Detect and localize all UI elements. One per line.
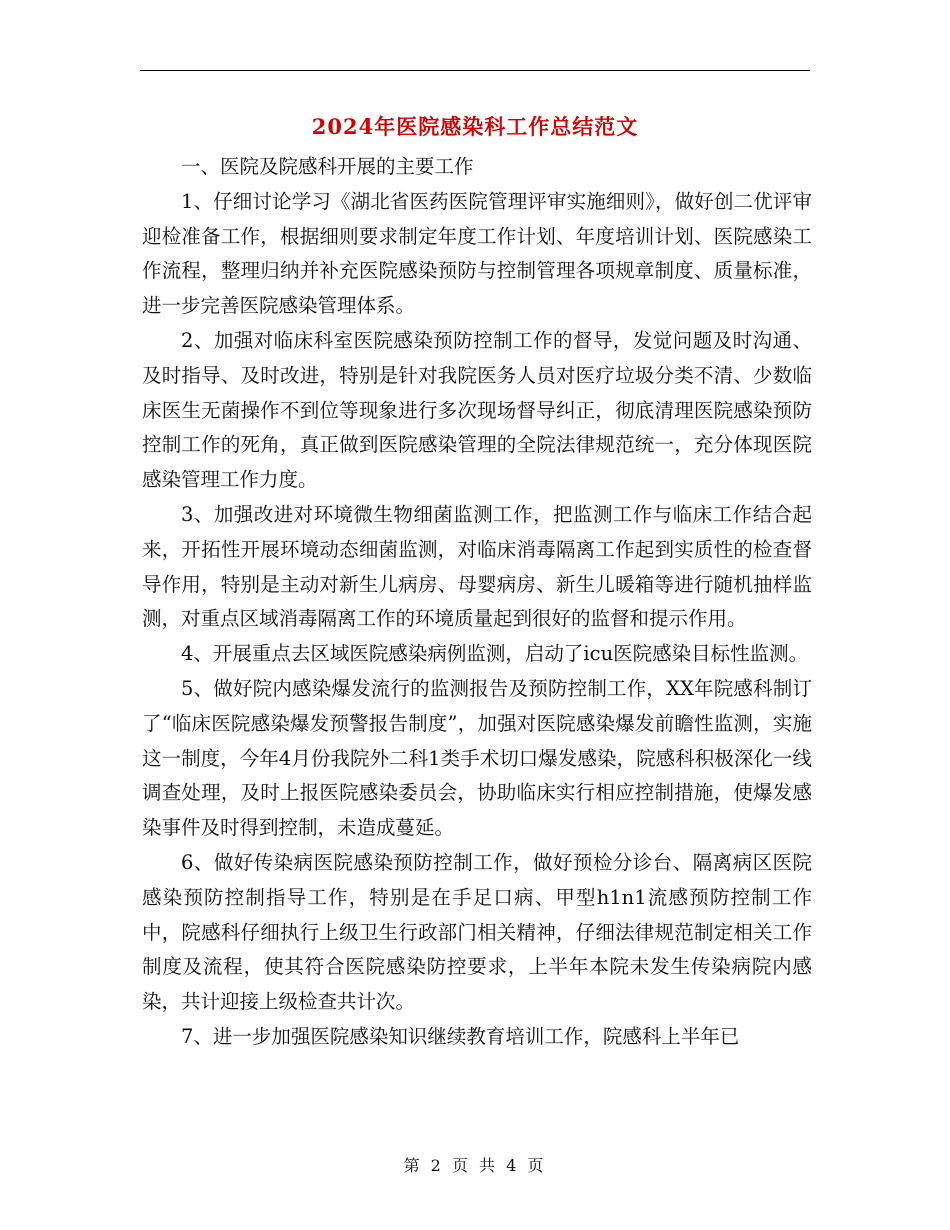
- paragraph-5: 5、做好院内感染爆发流行的监测报告及预防控制工作，XX年院感科制订了“临床医院感染爆发预警报告制度”，加强对医院感染爆发前瞻性监测，实施这一制度，今年4月份我院外二科1类手术切口爆发感染，院感科积极深化一线调查处理，及时上报医院感染委员会，协助临床实行相应控制措施，使爆发感染事件及时得到控制，未造成蔓延。: [142, 676, 812, 840]
- document-title: 2024年医院感染科工作总结范文: [311, 114, 639, 139]
- paragraph-7: 7、进一步加强医院感染知识继续教育培训工作，院感科上半年已: [181, 1024, 740, 1048]
- page-footer: 第 2 页 共 4 页: [403, 1156, 547, 1175]
- paragraph-2: 2、加强对临床科室医院感染预防控制工作的督导，发觉问题及时沟通、及时指导、及时改进，特别是针对我院医务人员对医疗垃圾分类不清、少数临床医生无菌操作不到位等现象进行多次现场督导纠正，彻底清理医院感染预防控制工作的死角，真正做到医院感染管理的全院法律规范统一，充分体现医院感染管理工作力度。: [142, 328, 812, 492]
- section-heading: 一、医院及院感科开展的主要工作: [181, 155, 474, 178]
- paragraph-1: 1、仔细讨论学习《湖北省医药医院管理评审实施细则》，做好创二优评审迎检准备工作，根据细则要求制定年度工作计划、年度培训计划、医院感染工作流程，整理归纳并补充医院感染预防与控制管理各项规章制度、质量标准，进一步完善医院感染管理体系。: [142, 189, 812, 318]
- document-body: [142, 150, 812, 1055]
- paragraph-4: 4、开展重点去区域医院感染病例监测，启动了icu医院感染目标性监测。: [181, 642, 809, 666]
- paragraph-6: 6、做好传染病医院感染预防控制工作，做好预检分诊台、隔离病区医院感染预防控制指导工作，特别是在手足口病、甲型h1n1流感预防控制工作中，院感科仔细执行上级卫生行政部门相关精神，仔细法律规范制定相关工作制度及流程，使其符合医院感染防控要求，上半年本院未发生传染病院内感染，共计迎接上级检查共计次。: [142, 850, 812, 1014]
- header-rule: [140, 70, 810, 71]
- paragraph-3: 3、加强改进对环境微生物细菌监测工作，把监测工作与临床工作结合起来，开拓性开展环境动态细菌监测，对临床消毒隔离工作起到实质性的检查督导作用，特别是主动对新生儿病房、母婴病房、新生儿暖箱等进行随机抽样监测，对重点区域消毒隔离工作的环境质量起到很好的监督和提示作用。: [142, 502, 812, 631]
